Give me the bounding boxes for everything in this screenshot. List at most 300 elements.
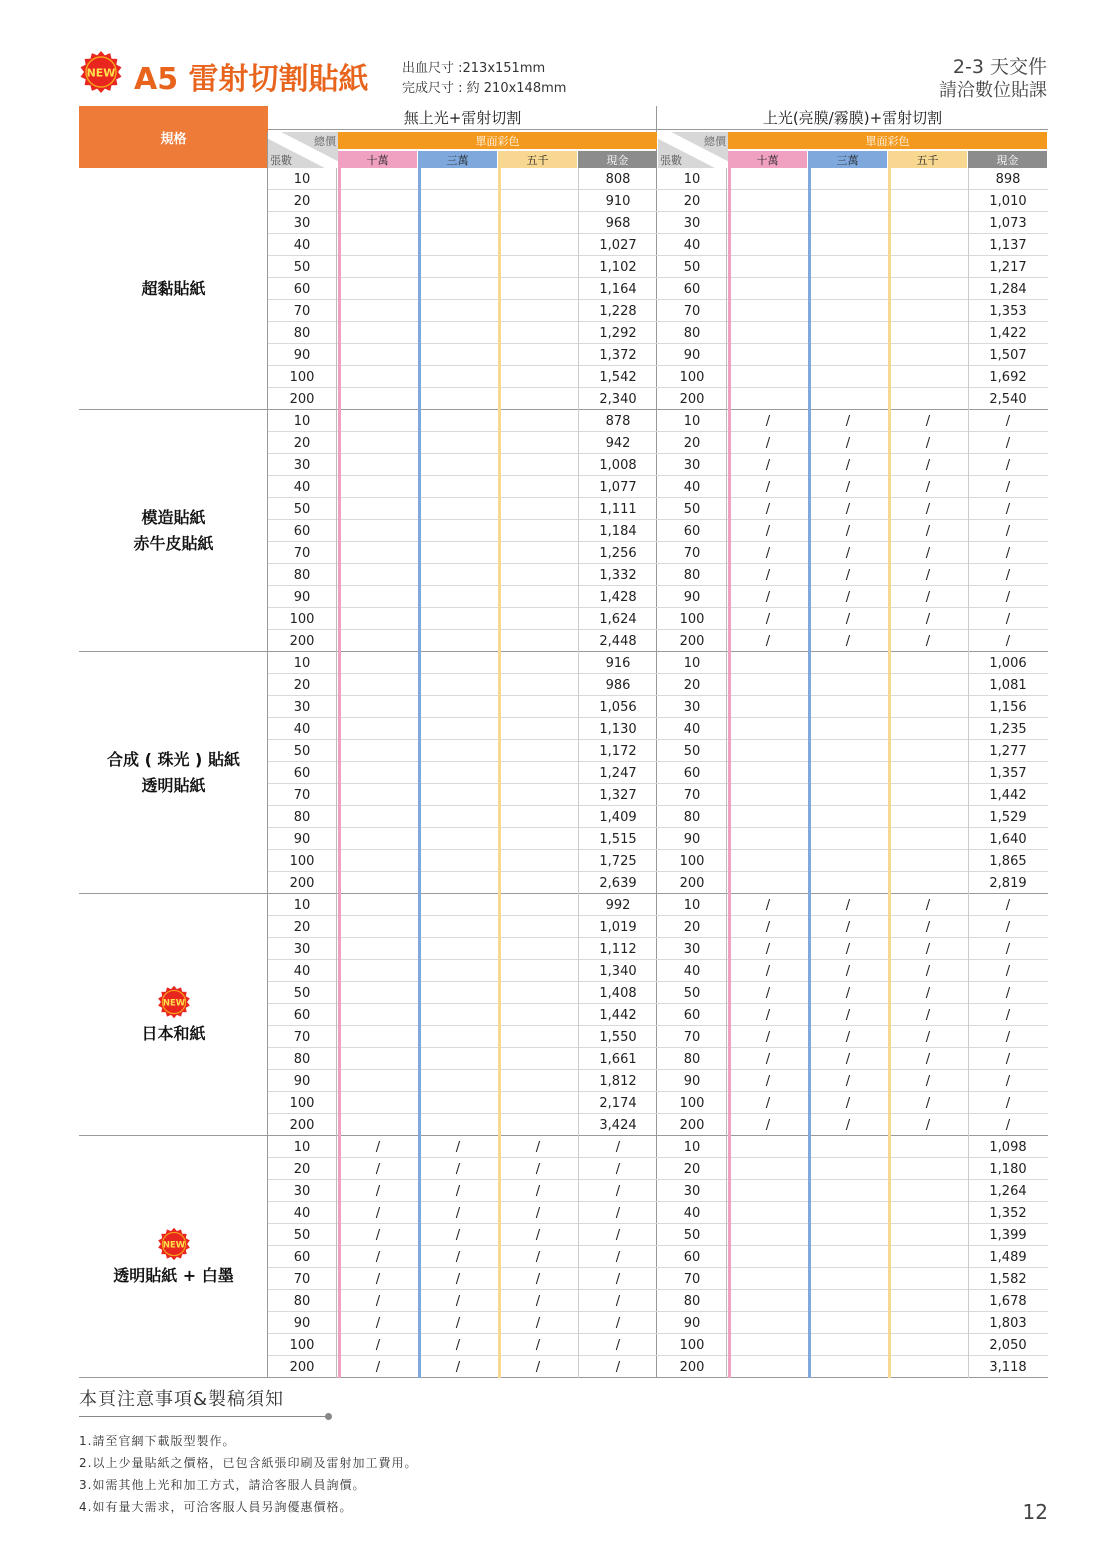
total-price-label: 總價 xyxy=(704,135,726,148)
unavailable-mark: / xyxy=(1005,919,1011,935)
qty-cell: 50 xyxy=(683,743,701,759)
qty-cell: 40 xyxy=(293,1205,311,1221)
unavailable-mark: / xyxy=(1005,479,1011,495)
unavailable-mark: / xyxy=(535,1359,541,1375)
qty-cell: 20 xyxy=(683,1161,701,1177)
unavailable-mark: / xyxy=(845,435,851,451)
unavailable-mark: / xyxy=(1005,501,1011,517)
material-name-line: 透明貼紙 xyxy=(141,776,206,795)
qty-cell: 30 xyxy=(293,699,311,715)
qty-cell: 40 xyxy=(683,1205,701,1221)
unavailable-mark: / xyxy=(1005,941,1011,957)
cash-price-cell: 992 xyxy=(605,897,631,913)
col-header-0-3: 現金 xyxy=(578,151,657,168)
new-badge-icon xyxy=(157,1227,191,1261)
qty-cell: 30 xyxy=(683,699,701,715)
qty-cell: 100 xyxy=(289,369,315,385)
unavailable-mark: / xyxy=(375,1139,381,1155)
qty-cell: 80 xyxy=(293,809,311,825)
unavailable-mark: / xyxy=(925,413,931,429)
qty-cell: 100 xyxy=(679,611,705,627)
unavailable-mark: / xyxy=(765,479,771,495)
qty-cell: 60 xyxy=(293,281,311,297)
unavailable-mark: / xyxy=(615,1271,621,1287)
unavailable-mark: / xyxy=(1005,413,1011,429)
unavailable-mark: / xyxy=(765,545,771,561)
qty-cell: 50 xyxy=(683,501,701,517)
cash-price-cell: 1,102 xyxy=(599,259,637,275)
qty-cell: 30 xyxy=(293,215,311,231)
unavailable-mark: / xyxy=(1005,963,1011,979)
qty-cell: 80 xyxy=(683,567,701,583)
cash-price-cell: 1,235 xyxy=(989,721,1027,737)
unavailable-mark: / xyxy=(535,1183,541,1199)
qty-cell: 50 xyxy=(293,1227,311,1243)
cash-price-cell: 916 xyxy=(605,655,631,671)
unavailable-mark: / xyxy=(765,941,771,957)
cash-price-cell: 2,340 xyxy=(599,391,637,407)
qty-cell: 10 xyxy=(293,413,311,429)
cash-price-cell: 1,442 xyxy=(989,787,1027,803)
unavailable-mark: / xyxy=(455,1227,461,1243)
qty-cell: 10 xyxy=(293,171,311,187)
qty-cell: 50 xyxy=(293,259,311,275)
cash-price-cell: 1,137 xyxy=(989,237,1027,253)
material-name-line: 赤牛皮貼紙 xyxy=(133,534,214,553)
qty-cell: 50 xyxy=(293,743,311,759)
qty-cell: 70 xyxy=(293,303,311,319)
unavailable-mark: / xyxy=(765,413,771,429)
qty-cell: 60 xyxy=(683,523,701,539)
unavailable-mark: / xyxy=(925,567,931,583)
unavailable-mark: / xyxy=(535,1139,541,1155)
unavailable-mark: / xyxy=(845,963,851,979)
cash-price-cell: 1,217 xyxy=(989,259,1027,275)
cash-price-cell: 1,489 xyxy=(989,1249,1027,1265)
cash-price-cell: 1,352 xyxy=(989,1205,1027,1221)
qty-cell: 10 xyxy=(683,1139,701,1155)
unavailable-mark: / xyxy=(1005,611,1011,627)
cash-price-cell: 1,357 xyxy=(989,765,1027,781)
cash-price-cell: 1,803 xyxy=(989,1315,1027,1331)
unavailable-mark: / xyxy=(765,633,771,649)
unavailable-mark: / xyxy=(375,1227,381,1243)
unavailable-mark: / xyxy=(765,1117,771,1133)
cash-price-cell: 1,409 xyxy=(599,809,637,825)
unavailable-mark: / xyxy=(1005,1029,1011,1045)
unavailable-mark: / xyxy=(765,435,771,451)
cash-price-cell: 808 xyxy=(605,171,631,187)
cash-price-cell: 1,264 xyxy=(989,1183,1027,1199)
spec-col-divider xyxy=(267,132,268,1378)
qty-cell: 20 xyxy=(293,435,311,451)
qty-cell: 20 xyxy=(683,193,701,209)
qty-cell: 80 xyxy=(683,1293,701,1309)
cash-price-cell: 1,156 xyxy=(989,699,1027,715)
cash-price-cell: 878 xyxy=(605,413,631,429)
unavailable-mark: / xyxy=(455,1337,461,1353)
cash-price-cell: 2,174 xyxy=(599,1095,637,1111)
material-name-line: 模造貼紙 xyxy=(141,508,206,527)
cash-price-cell: 2,448 xyxy=(599,633,637,649)
unavailable-mark: / xyxy=(925,611,931,627)
unavailable-mark: / xyxy=(925,897,931,913)
material-group-name xyxy=(79,1227,268,1289)
qty-cell: 90 xyxy=(293,347,311,363)
qty-cell: 10 xyxy=(293,1139,311,1155)
cash-price-cell: 1,725 xyxy=(599,853,637,869)
qty-cell: 30 xyxy=(293,1183,311,1199)
new-badge-icon xyxy=(79,50,123,94)
qty-cell: 90 xyxy=(683,589,701,605)
unavailable-mark: / xyxy=(1005,897,1011,913)
cash-price-cell: 898 xyxy=(995,171,1021,187)
material-group-name xyxy=(79,747,268,799)
unavailable-mark: / xyxy=(455,1183,461,1199)
notes-dot xyxy=(325,1413,332,1420)
color-col-line xyxy=(888,168,891,1378)
qty-cell: 60 xyxy=(683,1249,701,1265)
col-header-1-0: 十萬 xyxy=(728,151,807,168)
spec-header: 規格 xyxy=(79,106,268,168)
group-divider xyxy=(79,651,1048,652)
unavailable-mark: / xyxy=(765,963,771,979)
unavailable-mark: / xyxy=(455,1293,461,1309)
qty-cell: 100 xyxy=(679,1095,705,1111)
qty-cell: 200 xyxy=(289,875,315,891)
cash-price-cell: 2,819 xyxy=(989,875,1027,891)
cash-price-cell: 1,112 xyxy=(599,941,637,957)
group-left-title: 無上光+雷射切割 xyxy=(403,108,522,127)
qty-cell: 80 xyxy=(683,809,701,825)
qty-col-divider xyxy=(336,168,337,1378)
new-badge-icon xyxy=(157,985,191,1019)
unavailable-mark: / xyxy=(1005,523,1011,539)
cash-price-cell: 1,010 xyxy=(989,193,1027,209)
qty-cell: 100 xyxy=(289,853,315,869)
unavailable-mark: / xyxy=(1005,1117,1011,1133)
qty-cell: 80 xyxy=(293,567,311,583)
unavailable-mark: / xyxy=(615,1227,621,1243)
unavailable-mark: / xyxy=(375,1183,381,1199)
cash-price-cell: 1,006 xyxy=(989,655,1027,671)
qty-cell: 20 xyxy=(293,919,311,935)
svg-text:NEW: NEW xyxy=(86,66,116,80)
unavailable-mark: / xyxy=(925,1117,931,1133)
notes-underline xyxy=(79,1416,327,1417)
unavailable-mark: / xyxy=(615,1359,621,1375)
qty-cell: 70 xyxy=(293,1029,311,1045)
qty-cell: 20 xyxy=(683,677,701,693)
qty-cell: 60 xyxy=(683,1007,701,1023)
unavailable-mark: / xyxy=(925,963,931,979)
cash-price-cell: 1,624 xyxy=(599,611,637,627)
qty-cell: 20 xyxy=(293,1161,311,1177)
qty-cell: 30 xyxy=(683,215,701,231)
svg-text:NEW: NEW xyxy=(162,998,185,1009)
unavailable-mark: / xyxy=(925,545,931,561)
unavailable-mark: / xyxy=(1005,435,1011,451)
unavailable-mark: / xyxy=(765,523,771,539)
group-divider xyxy=(79,1377,1048,1378)
material-name-line: 合成 ( 珠光 ) 貼紙 xyxy=(107,750,240,769)
material-group-name xyxy=(79,985,268,1047)
color-col-line xyxy=(338,168,341,1378)
qty-cell: 90 xyxy=(683,1315,701,1331)
unavailable-mark: / xyxy=(535,1337,541,1353)
unavailable-mark: / xyxy=(535,1227,541,1243)
cash-price-cell: 1,081 xyxy=(989,677,1027,693)
note-item: 2.以上少量貼紙之價格，已包含紙張印刷及雷射加工費用。 xyxy=(79,1456,418,1470)
qty-cell: 40 xyxy=(293,479,311,495)
qty-cell: 40 xyxy=(683,237,701,253)
unavailable-mark: / xyxy=(1005,1007,1011,1023)
unavailable-mark: / xyxy=(845,1095,851,1111)
unavailable-mark: / xyxy=(535,1293,541,1309)
note-item: 3.如需其他上光和加工方式，請洽客服人員詢價。 xyxy=(79,1478,366,1492)
final-size: 完成尺寸 : 約 210x148mm xyxy=(402,81,567,96)
qty-cell: 70 xyxy=(683,1029,701,1045)
unavailable-mark: / xyxy=(765,501,771,517)
unavailable-mark: / xyxy=(535,1315,541,1331)
unavailable-mark: / xyxy=(1005,633,1011,649)
qty-cell: 70 xyxy=(683,303,701,319)
cash-price-cell: 1,111 xyxy=(599,501,637,517)
cash-price-cell: 1,408 xyxy=(599,985,637,1001)
cash-price-cell: 1,172 xyxy=(599,743,637,759)
sheets-label: 張數 xyxy=(270,154,292,167)
unavailable-mark: / xyxy=(1005,545,1011,561)
qty-cell: 60 xyxy=(293,765,311,781)
qty-cell: 20 xyxy=(293,677,311,693)
qty-cell: 60 xyxy=(293,523,311,539)
cash-price-cell: 1,098 xyxy=(989,1139,1027,1155)
unavailable-mark: / xyxy=(455,1205,461,1221)
unavailable-mark: / xyxy=(845,567,851,583)
unavailable-mark: / xyxy=(1005,567,1011,583)
unavailable-mark: / xyxy=(765,919,771,935)
unavailable-mark: / xyxy=(925,1029,931,1045)
unavailable-mark: / xyxy=(765,985,771,1001)
cash-price-cell: 942 xyxy=(605,435,631,451)
unavailable-mark: / xyxy=(1005,985,1011,1001)
unavailable-mark: / xyxy=(845,1007,851,1023)
cash-col-divider xyxy=(968,168,969,1378)
qty-cell: 100 xyxy=(289,1095,315,1111)
cash-price-cell: 3,424 xyxy=(599,1117,637,1133)
unavailable-mark: / xyxy=(845,985,851,1001)
qty-cell: 100 xyxy=(679,369,705,385)
qty-cell: 10 xyxy=(683,897,701,913)
unavailable-mark: / xyxy=(615,1161,621,1177)
cash-price-cell: 1,340 xyxy=(599,963,637,979)
qty-cell: 10 xyxy=(683,171,701,187)
unavailable-mark: / xyxy=(845,413,851,429)
group-right-title: 上光(亮膜/霧膜)+雷射切割 xyxy=(762,108,943,127)
color-col-line xyxy=(808,168,811,1378)
qty-cell: 30 xyxy=(683,457,701,473)
qty-cell: 200 xyxy=(289,1359,315,1375)
header-rule xyxy=(268,129,1048,130)
qty-cell: 200 xyxy=(679,633,705,649)
col-header-1-1: 三萬 xyxy=(808,151,887,168)
delivery-time: 2-3 天交件 xyxy=(952,56,1047,78)
qty-cell: 70 xyxy=(293,787,311,803)
col-header-0-1: 三萬 xyxy=(418,151,497,168)
qty-cell: 90 xyxy=(293,831,311,847)
notes-title: 本頁注意事項&製稿須知 xyxy=(79,1389,285,1410)
qty-cell: 60 xyxy=(293,1249,311,1265)
unavailable-mark: / xyxy=(765,897,771,913)
qty-cell: 90 xyxy=(293,1073,311,1089)
qty-cell: 200 xyxy=(679,1359,705,1375)
unavailable-mark: / xyxy=(375,1205,381,1221)
unavailable-mark: / xyxy=(765,1029,771,1045)
cash-price-cell: 1,073 xyxy=(989,215,1027,231)
cash-price-cell: 910 xyxy=(605,193,631,209)
cash-price-cell: 1,353 xyxy=(989,303,1027,319)
cash-price-cell: 968 xyxy=(605,215,631,231)
material-name-line: 日本和紙 xyxy=(141,1024,206,1043)
unavailable-mark: / xyxy=(535,1161,541,1177)
unavailable-mark: / xyxy=(375,1271,381,1287)
unavailable-mark: / xyxy=(615,1205,621,1221)
qty-cell: 70 xyxy=(683,787,701,803)
cash-price-cell: 1,247 xyxy=(599,765,637,781)
note-item: 1.請至官網下載版型製作。 xyxy=(79,1434,236,1448)
unavailable-mark: / xyxy=(925,1095,931,1111)
cash-price-cell: 986 xyxy=(605,677,631,693)
cash-price-cell: 1,164 xyxy=(599,281,637,297)
unavailable-mark: / xyxy=(1005,457,1011,473)
unavailable-mark: / xyxy=(765,1007,771,1023)
unavailable-mark: / xyxy=(925,457,931,473)
unavailable-mark: / xyxy=(925,941,931,957)
cash-price-cell: 2,540 xyxy=(989,391,1027,407)
cash-price-cell: 1,027 xyxy=(599,237,637,253)
qty-cell: 80 xyxy=(293,325,311,341)
qty-cell: 60 xyxy=(293,1007,311,1023)
unavailable-mark: / xyxy=(455,1315,461,1331)
qty-cell: 30 xyxy=(683,941,701,957)
material-group-name xyxy=(79,505,268,557)
unavailable-mark: / xyxy=(845,1117,851,1133)
unavailable-mark: / xyxy=(375,1315,381,1331)
unavailable-mark: / xyxy=(845,479,851,495)
unavailable-mark: / xyxy=(1005,1095,1011,1111)
qty-cell: 50 xyxy=(293,501,311,517)
qty-cell: 20 xyxy=(683,435,701,451)
unavailable-mark: / xyxy=(615,1337,621,1353)
cash-price-cell: 1,277 xyxy=(989,743,1027,759)
cash-price-cell: 1,865 xyxy=(989,853,1027,869)
unavailable-mark: / xyxy=(535,1205,541,1221)
unavailable-mark: / xyxy=(455,1161,461,1177)
qty-cell: 70 xyxy=(293,545,311,561)
qty-cell: 60 xyxy=(683,765,701,781)
cash-price-cell: 1,180 xyxy=(989,1161,1027,1177)
color-col-line xyxy=(418,168,421,1378)
cash-price-cell: 1,292 xyxy=(599,325,637,341)
qty-cell: 90 xyxy=(683,347,701,363)
unavailable-mark: / xyxy=(765,589,771,605)
unavailable-mark: / xyxy=(925,435,931,451)
cash-price-cell: 1,542 xyxy=(599,369,637,385)
cash-price-cell: 1,327 xyxy=(599,787,637,803)
unavailable-mark: / xyxy=(925,1051,931,1067)
unavailable-mark: / xyxy=(375,1161,381,1177)
col-header-1-2: 五千 xyxy=(888,151,967,168)
unavailable-mark: / xyxy=(375,1293,381,1309)
cash-price-cell: 1,228 xyxy=(599,303,637,319)
qty-cell: 60 xyxy=(683,281,701,297)
cash-price-cell: 1,077 xyxy=(599,479,637,495)
cash-price-cell: 1,550 xyxy=(599,1029,637,1045)
qty-cell: 10 xyxy=(293,897,311,913)
unavailable-mark: / xyxy=(765,1095,771,1111)
total-price-label: 總價 xyxy=(314,135,336,148)
unavailable-mark: / xyxy=(925,985,931,1001)
unavailable-mark: / xyxy=(845,919,851,935)
qty-cell: 40 xyxy=(293,721,311,737)
cash-price-cell: 1,019 xyxy=(599,919,637,935)
qty-cell: 90 xyxy=(683,831,701,847)
unavailable-mark: / xyxy=(845,633,851,649)
qty-cell: 200 xyxy=(679,875,705,891)
qty-cell: 200 xyxy=(289,633,315,649)
qty-cell: 10 xyxy=(293,655,311,671)
col-header-0-2: 五千 xyxy=(498,151,577,168)
qty-cell: 50 xyxy=(293,985,311,1001)
qty-cell: 200 xyxy=(289,391,315,407)
qty-cell: 20 xyxy=(683,919,701,935)
qty-cell: 30 xyxy=(293,457,311,473)
unavailable-mark: / xyxy=(765,567,771,583)
single-color-label: 單面彩色 xyxy=(338,132,657,149)
unavailable-mark: / xyxy=(615,1139,621,1155)
unavailable-mark: / xyxy=(375,1249,381,1265)
unavailable-mark: / xyxy=(535,1271,541,1287)
unavailable-mark: / xyxy=(845,545,851,561)
cash-price-cell: 1,507 xyxy=(989,347,1027,363)
unavailable-mark: / xyxy=(615,1183,621,1199)
unavailable-mark: / xyxy=(615,1293,621,1309)
cash-price-cell: 1,184 xyxy=(599,523,637,539)
unavailable-mark: / xyxy=(925,1007,931,1023)
qty-cell: 80 xyxy=(683,325,701,341)
page-number: 12 xyxy=(1022,1500,1048,1524)
unavailable-mark: / xyxy=(845,1051,851,1067)
cash-price-cell: 1,428 xyxy=(599,589,637,605)
cash-price-cell: 1,678 xyxy=(989,1293,1027,1309)
cash-price-cell: 2,639 xyxy=(599,875,637,891)
col-header-0-0: 十萬 xyxy=(338,151,417,168)
cash-price-cell: 1,056 xyxy=(599,699,637,715)
qty-cell: 50 xyxy=(683,1227,701,1243)
unavailable-mark: / xyxy=(455,1271,461,1287)
cash-col-divider xyxy=(578,168,579,1378)
unavailable-mark: / xyxy=(455,1359,461,1375)
unavailable-mark: / xyxy=(925,589,931,605)
qty-cell: 10 xyxy=(683,413,701,429)
unavailable-mark: / xyxy=(845,1073,851,1089)
qty-cell: 80 xyxy=(683,1051,701,1067)
material-name-line: 透明貼紙 + 白墨 xyxy=(113,1266,234,1285)
svg-text:NEW: NEW xyxy=(162,1240,185,1251)
unavailable-mark: / xyxy=(765,457,771,473)
page-title: A5 雷射切割貼紙 xyxy=(134,62,369,97)
note-item: 4.如有量大需求，可洽客服人員另詢優惠價格。 xyxy=(79,1500,353,1514)
